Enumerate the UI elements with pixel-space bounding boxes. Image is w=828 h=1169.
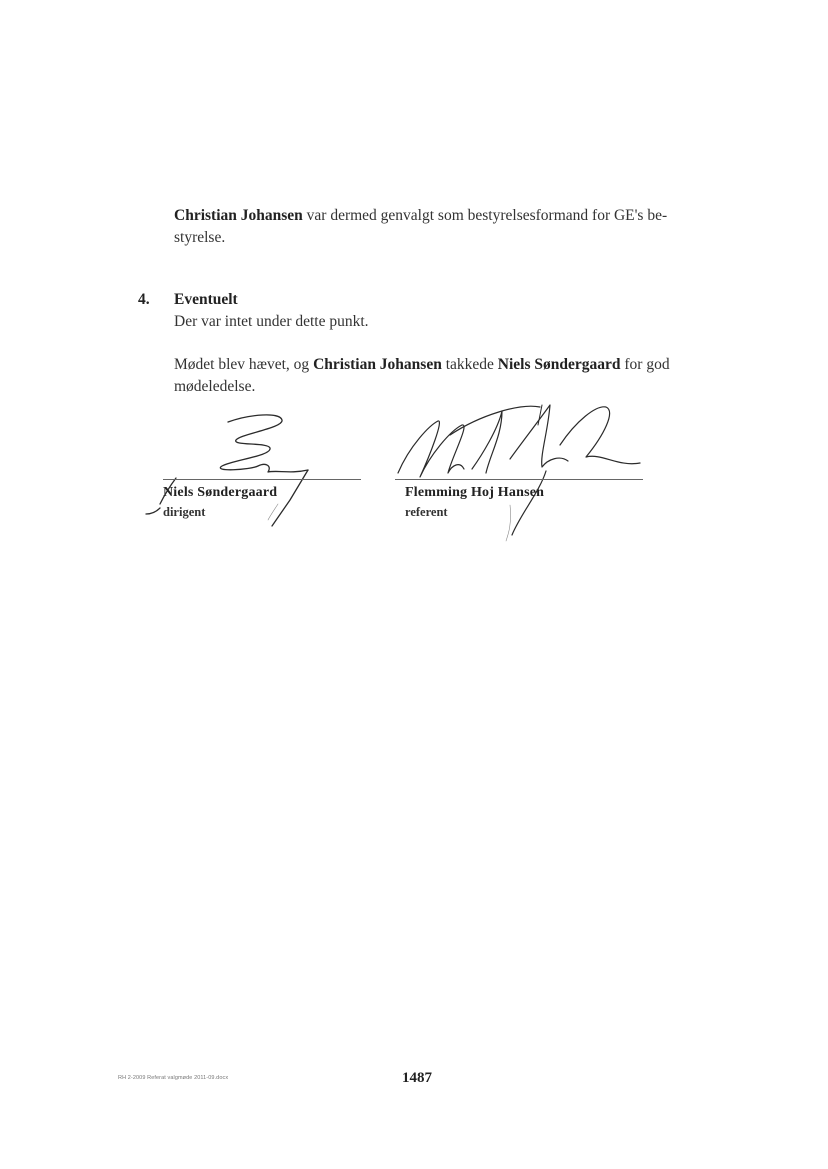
- paragraph-text: for god: [620, 356, 670, 373]
- paragraph-text: var dermed genvalgt som bestyrelsesformand for GE's be-: [302, 207, 668, 224]
- name-christian-johansen: Christian Johansen: [174, 207, 303, 224]
- handwritten-signature-icon: [390, 395, 650, 545]
- paragraph-text-continued: mødeledelse.: [174, 378, 256, 395]
- section-title: Eventuelt: [174, 291, 238, 308]
- signatory-role-right: referent: [405, 505, 448, 519]
- paragraph-chairman-reelected: [174, 205, 719, 249]
- name-niels-sondergaard: Niels Søndergaard: [497, 356, 621, 373]
- signature-line-right: [395, 479, 643, 480]
- paragraph-text-continued: styrelse.: [174, 229, 226, 246]
- signatory-role-left: dirigent: [163, 505, 206, 519]
- page-number: 1487: [402, 1070, 432, 1086]
- paragraph-text: takkede: [441, 356, 498, 373]
- signature-line-left: [163, 479, 361, 480]
- name-christian-johansen: Christian Johansen: [313, 356, 442, 373]
- paragraph-meeting-closed: [174, 354, 719, 398]
- signatory-name-right: Flemming Hoj Hansen: [405, 485, 545, 500]
- section-number: 4.: [138, 291, 150, 308]
- paragraph-text: Mødet blev hævet, og: [174, 356, 314, 373]
- footer-file-reference: RH 2-2009 Referat valgmøde 2011-09.docx: [118, 1075, 229, 1081]
- signatory-name-left: Niels Søndergaard: [163, 485, 278, 500]
- section-body: Der var intet under dette punkt.: [174, 313, 369, 330]
